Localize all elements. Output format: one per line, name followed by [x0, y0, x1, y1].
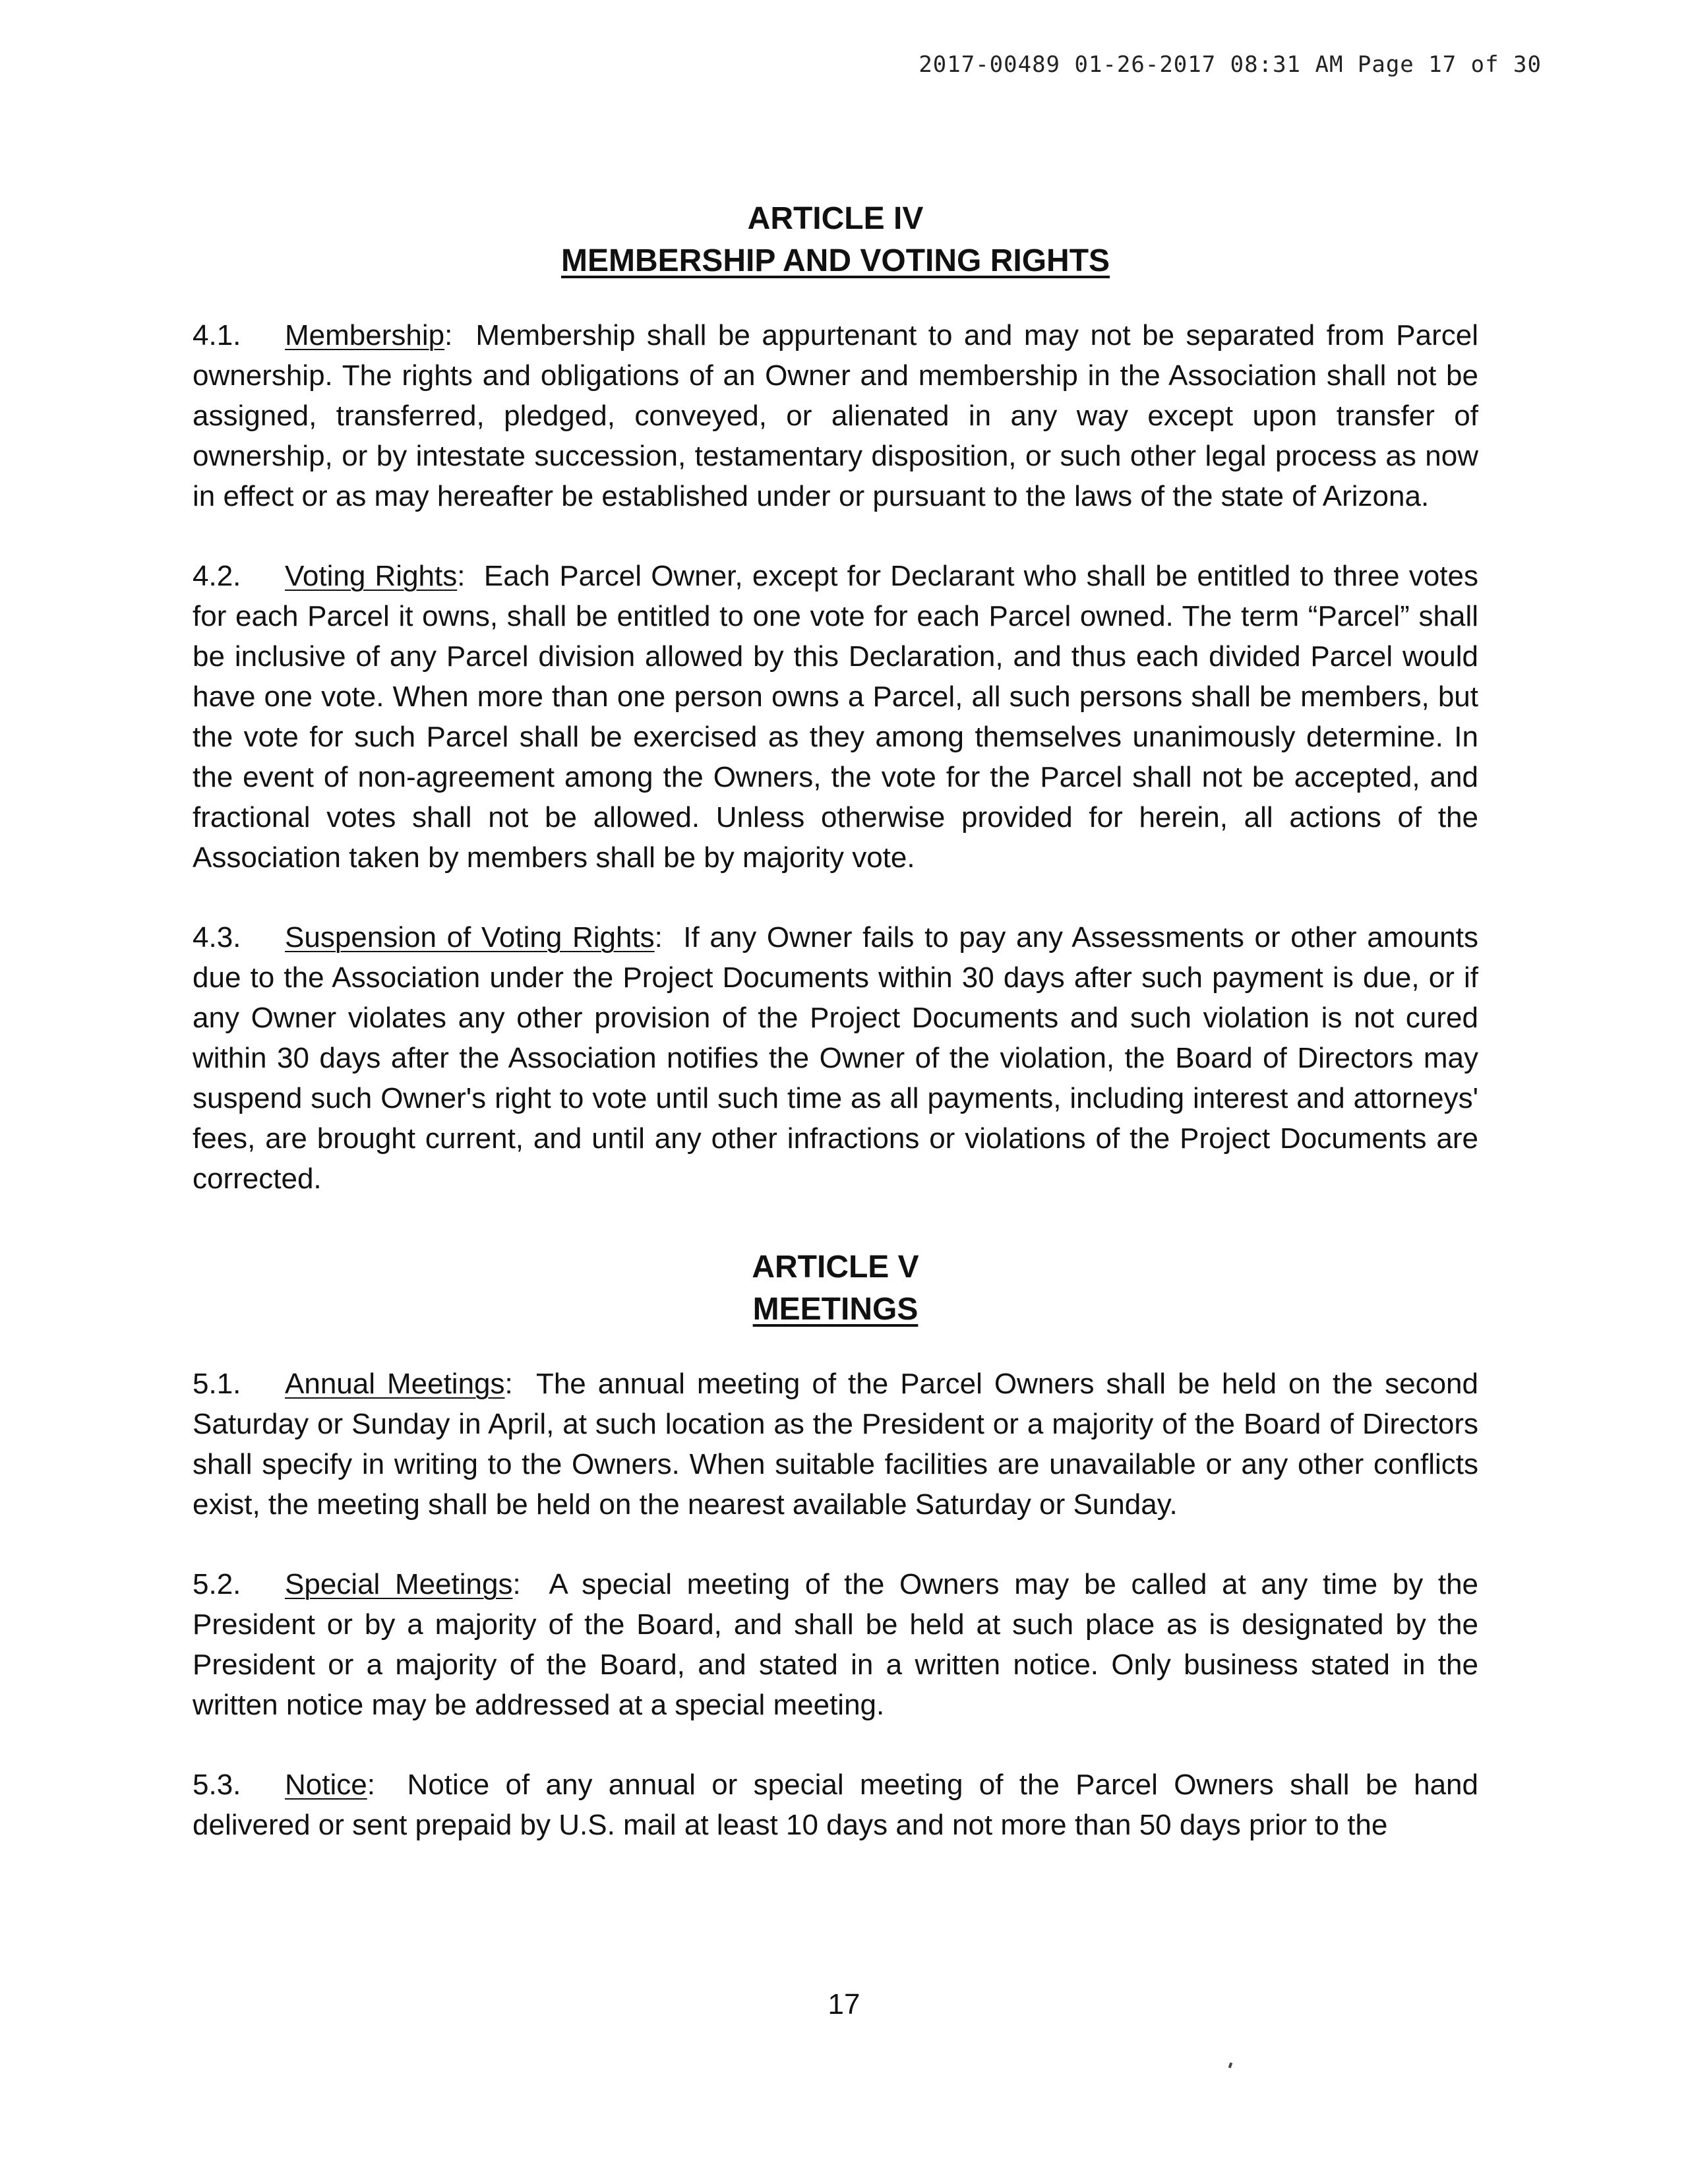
section-number: 5.2.: [193, 1568, 241, 1600]
section-title: Voting Rights: [285, 560, 458, 592]
section-number: 4.3.: [193, 921, 241, 954]
recording-stamp: 2017-00489 01-26-2017 08:31 AM Page 17 of 30: [919, 51, 1542, 78]
section-4-3: 4.3. Suspension of Voting Rights: If any Owner fails to pay any Assessments or other amounts due to the Association under the Project Documents within 30 days after such payment is due, or if any Owner violates any other provision of the Project Documents and such violation is not cured within 30 days after the Association notifies the Owner of the violation, the Board of Directors may suspend such Owner's right to vote until such time as all payments, including interest and attorneys' fees, are brought current, and until any other infractions or violations of the Project Documents are corrected.: [193, 917, 1478, 1199]
section-number: 4.1.: [193, 319, 241, 351]
article-v-label: ARTICLE V: [752, 1250, 919, 1285]
section-number: 5.3.: [193, 1769, 241, 1801]
article-iv-label: ARTICLE IV: [747, 201, 924, 236]
section-number: 4.2.: [193, 560, 241, 592]
section-title: Annual Meetings: [285, 1368, 505, 1400]
page-number: 17: [828, 1988, 860, 2020]
article-iv-title: MEMBERSHIP AND VOTING RIGHTS: [560, 243, 1110, 278]
section-5-2: 5.2. Special Meetings: A special meeting of the Owners may be called at any time by the President or by a majority of the Board, and shall be held at such place as is designated by the President or a majority of the Board, and stated in a written notice. Only business stated in the written notice may be addressed at a special meeting.: [193, 1564, 1478, 1725]
section-text: Membership shall be appurtenant to and may not be separated from Parcel ownership. The rights and obligations of an Owner and membership in the Association shall not be assigned, transferred, pledged, conveyed, or alienated in any way except upon transfer of ownership, or by intestate succession, testamentary disposition, or such other legal process as now in effect or as may hereafter be established under or pursuant to the laws of the state of Arizona.: [193, 319, 1478, 512]
section-text: The annual meeting of the Parcel Owners shall be held on the second Saturday or Sunday in April, at such location as the President or a majority of the Board of Directors shall specify in writing to the Owners. When suitable facilities are unavailable or any other conflicts exist, the meeting shall be held on the nearest available Saturday or Sunday.: [193, 1368, 1478, 1521]
article-v-heading: [193, 1246, 1478, 1331]
section-4-2: 4.2. Voting Rights: Each Parcel Owner, except for Declarant who shall be entitled to three votes for each Parcel it owns, shall be entitled to one vote for each Parcel owned. The term “Parcel” shall be inclusive of any Parcel division allowed by this Declaration, and thus each divided Parcel would have one vote. When more than one person owns a Parcel, all such persons shall be members, but the vote for such Parcel shall be exercised as they among themselves unanimously determine. In the event of non-agreement among the Owners, the vote for the Parcel shall not be accepted, and fractional votes shall not be allowed. Unless otherwise provided for herein, all actions of the Association taken by members shall be by majority vote.: [193, 556, 1478, 878]
section-title: Special Meetings: [285, 1568, 513, 1600]
page-content: [193, 198, 1478, 1845]
section-title: Membership: [285, 319, 445, 351]
section-text: Each Parcel Owner, except for Declarant who shall be entitled to three votes for each Parcel it owns, shall be entitled to one vote for each Parcel owned. The term “Parcel” shall be inclusive of any Parcel division allowed by this Declaration, and thus each divided Parcel would have one vote. When more than one person owns a Parcel, all such persons shall be members, but the vote for such Parcel shall be exercised as they among themselves unanimously determine. In the event of non-agreement among the Owners, the vote for the Parcel shall not be accepted, and fractional votes shall not be allowed. Unless otherwise provided for herein, all actions of the Association taken by members shall be by majority vote.: [193, 560, 1478, 874]
section-5-1: 5.1. Annual Meetings: The annual meeting of the Parcel Owners shall be held on the second Saturday or Sunday in April, at such location as the President or a majority of the Board of Directors shall specify in writing to the Owners. When suitable facilities are unavailable or any other conflicts exist, the meeting shall be held on the nearest available Saturday or Sunday.: [193, 1364, 1478, 1525]
section-number: 5.1.: [193, 1368, 241, 1400]
section-text: If any Owner fails to pay any Assessments or other amounts due to the Association under the Project Documents within 30 days after such payment is due, or if any Owner violates any other provision of the Project Documents and such violation is not cured within 30 days after the Association notifies the Owner of the violation, the Board of Directors may suspend such Owner's right to vote until such time as all payments, including interest and attorneys' fees, are brought current, and until any other infractions or violations of the Project Documents are corrected.: [193, 921, 1478, 1195]
scan-speck: [1228, 2063, 1232, 2069]
section-title: Suspension of Voting Rights: [285, 921, 655, 954]
section-5-3: 5.3. Notice: Notice of any annual or special meeting of the Parcel Owners shall be hand delivered or sent prepaid by U.S. mail at least 10 days and not more than 50 days prior to the: [193, 1765, 1478, 1845]
article-v-title: MEETINGS: [752, 1292, 919, 1327]
section-text: Notice of any annual or special meeting of the Parcel Owners shall be hand delivered or sent prepaid by U.S. mail at least 10 days and not more than 50 days prior to the: [193, 1769, 1478, 1841]
section-text: A special meeting of the Owners may be called at any time by the President or by a majority of the Board, and shall be held at such place as is designated by the President or a majority of the Board, and stated in a written notice. Only business stated in the written notice may be addressed at a special meeting.: [193, 1568, 1479, 1721]
section-title: Notice: [285, 1769, 367, 1801]
section-4-1: 4.1. Membership: Membership shall be appurtenant to and may not be separated from Parcel ownership. The rights and obligations of an Owner and membership in the Association shall not be assigned, transferred, pledged, conveyed, or alienated in any way except upon transfer of ownership, or by intestate succession, testamentary disposition, or such other legal process as now in effect or as may hereafter be established under or pursuant to the laws of the state of Arizona.: [193, 315, 1478, 516]
article-iv-heading: [193, 198, 1478, 282]
